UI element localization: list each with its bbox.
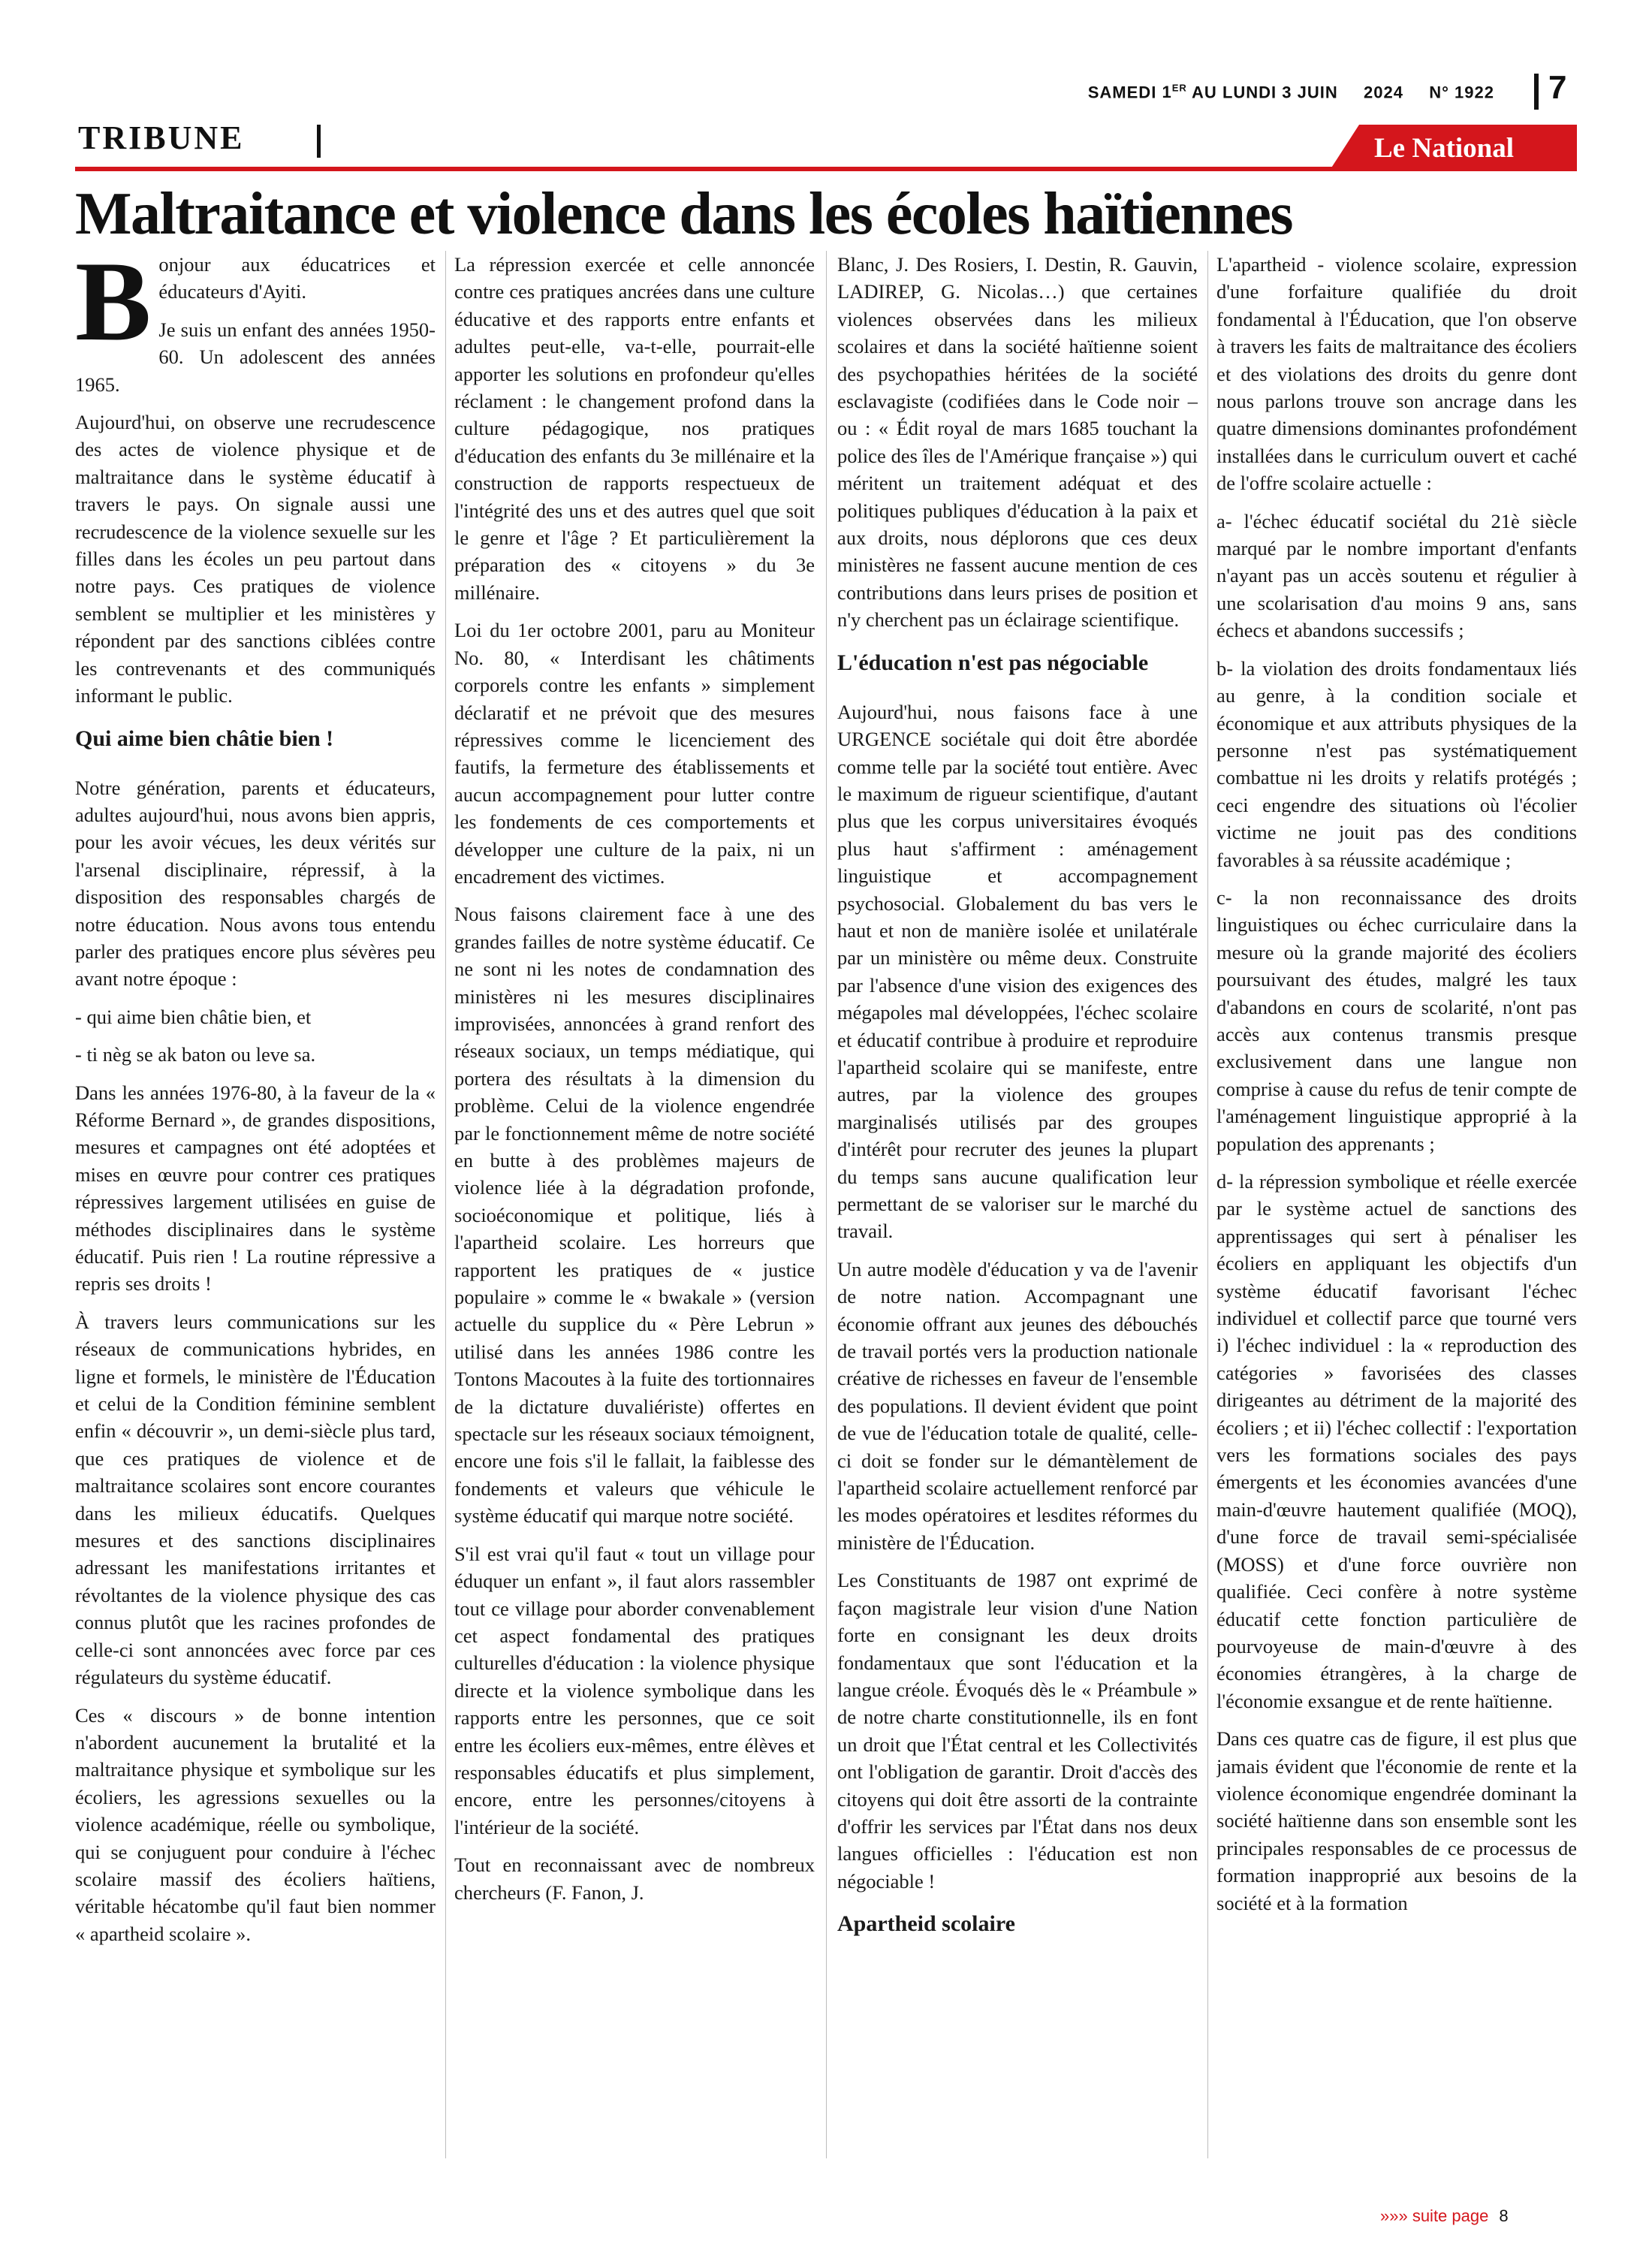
continued-label: »»» suite page — [1380, 2206, 1489, 2225]
page-number-divider — [1534, 74, 1539, 110]
paragraph: Nous faisons clairement face à une des grandes failles de notre système éducatif. Ce ne sont ni les notes de condamnation des ministères ni les mesures disciplinaires improvisées, annoncées à grand renfort des réseaux sociaux, un temps médiatique, qui portera des résultats à la dimension du problème. Celui de la violence engendrée par le fonctionnement même de notre société en butte à des problèmes majeurs de violence liée à la dégradation profonde, socioéconomique et politique, liés à l'apartheid scolaire. Les horreurs que rapportent les pratiques de « justice populaire » comme le « bwakale » (version actuelle du supplice du « Père Lebrun » utilisé dans les années 1986 contre les Tontons Macoutes à la fuite des tortionnaires de la dictature duvaliériste) offertes en spectacle sur les réseaux sociaux témoignent, encore une fois s'il le fallait, la faiblesse des fondements et valeurs que véhicule le système éducatif qui marque notre société. — [454, 903, 815, 1528]
paragraph: L'apartheid - violence scolaire, expression d'une forfaiture qualifiée du droit fondamental à l'Éducation, que l'on observe à travers les faits de maltraitance des écoliers et des violations des droits du genre dont nous parlons trouve son ancrage dans les quatre dimensions dominantes profondément installées dans le curriculum ouvert et caché de l'offre scolaire actuelle : — [1216, 253, 1577, 495]
article-column-3 — [837, 251, 1198, 2151]
paragraph: Aujourd'hui, nous faisons face à une URGENCE sociétale qui doit être abordée comme telle par la société tout entière. Avec le maximum de rigueur scientifique, d'autant plus que les corpus universitaires évoqués plus haut s'affirment : aménagement linguistique et accompagnement psychosocial. Globalement du bas vers le haut et non de manière isolée et unilatérale par un ministère ou même deux. Construite par l'absence d'une vision des exigences des mégapoles mal développées, l'échec scolaire et éducatif contribue à produire et reproduire l'apartheid scolaire qui se manifeste, entre autres, par la violence des groupes marginalisés utilisés par des groupes d'intérêt pour recruter des jeunes la plupart du temps sans aucune qualification leur permettant de se valoriser sur le marché du travail. — [837, 700, 1198, 1243]
date-month: JUIN — [1297, 83, 1338, 102]
section-label: TRIBUNE — [78, 119, 245, 156]
subheading: Apartheid scolaire — [837, 1911, 1015, 1937]
paragraph: S'il est vrai qu'il faut « tout un village pour éduquer un enfant », il faut alors rassembler tout ce village pour aborder convenablement cet aspect fondamental des pratiques culturelles d'éducation : la violence physique directe et la violence symbolique dans les rapports entre les personnes, que ce soit entre les écoliers eux-mêmes, entre élèves et responsables éducatifs et plus simplement, encore, entre les personnes/citoyens à l'intérieur de la société. — [454, 1542, 815, 1838]
paragraph: Ces « discours » de bonne intention n'abordent aucunement la brutalité et la maltraitance physique et symbolique sur les écoliers, les agressions sexuelles ou la violence académique, réelle ou symbolique, qui se conjuguent pour conduire à l'échec scolaire massif des écoliers haïtiens, véritable hécatombe qu'il faut bien nommer « apartheid scolaire ». — [75, 1703, 436, 1945]
subheading: Qui aime bien châtie bien ! — [75, 725, 334, 751]
date-day2-num: 3 — [1282, 83, 1292, 102]
paragraph: Bonjour aux éducatrices et éducateurs d'Ayiti. — [75, 251, 436, 364]
section-divider — [317, 125, 321, 158]
paragraph: Loi du 1er octobre 2001, paru au Moniteur No. 80, « Interdisant les châtiments corporels contre les enfants » simplement déclaratif et ne prévoit que des mesures répressives comme le licenciement des fautifs, la fermeture des établissements et aucun accompagnement pour lutter contre les fondements de ces comportements et développer une culture de la paix, ni un encadrement des victimes. — [454, 619, 815, 888]
article-column-2 — [454, 251, 815, 2151]
date-day2: LUNDI — [1222, 83, 1277, 102]
column-divider — [1207, 251, 1208, 2158]
column-divider — [445, 251, 446, 2158]
paragraph: Tout en reconnaissant avec de nombreux chercheurs (F. Fanon, J. — [454, 1853, 815, 1904]
paragraph: Dans ces quatre cas de figure, il est plus que jamais évident que l'économie de rente et la violence économique engendrée dominant la société haïtienne dans son ensemble sont les principales responsables de ce processus de formation inapproprié aux besoins de la société et à la formation — [1216, 1727, 1577, 1914]
paragraph: Les Constituants de 1987 ont exprimé de façon magistrale leur vision d'une Nation forte en consignant les deux droits fondamentaux que sont l'éducation et la langue créole. Évoqués dès le « Préambule » de notre charte constitutionnelle, ils en font un droit que l'État central et les Collectivités ont l'obligation de garantir. Droit d'accès des citoyens qui doit être assorti de la contrainte d'offrir les services par l'État dans nos deux langues officielles : l'éducation est non négociable ! — [837, 1569, 1198, 1893]
article-column-1 — [75, 251, 436, 2151]
paragraph: d- la répression symbolique et réelle exercée par le système actuel de sanctions des apprentissages qui sert à pénaliser les écoliers en appliquant les objectifs d'un système éducatif favorisant l'échec individuel et collectif parce que tourné vers i) l'échec individuel : la « reproduction des catégories » favorisées des classes dirigeantes au détriment de la majorité des écoliers ; et ii) l'échec collectif : l'exportation vers les formations sociales des pays émergents et les économies avancées d'une main-d'œuvre hautement qualifiée (MOQ), d'une force de travail semi-spécialisée (MOSS) et d'une force ouvrière non qualifiée. Ceci confère à notre système éducatif cette fonction particulière de pourvoyeuse de main-d'œuvre à des économies étrangères, à la charge de l'économie exsangue et de rente haïtienne. — [1216, 1170, 1577, 1712]
paragraph: b- la violation des droits fondamentaux liés au genre, à la condition sociale et économique et aux attributs physiques de la personne n'est pas systématiquement combattue ni les droits y relatifs protégés ; ceci engendre des situations où l'écolier victime ne jouit pas des conditions favorables à sa réussite académique ; — [1216, 656, 1577, 871]
issue-date — [1088, 83, 1494, 102]
date-day: SAMEDI — [1087, 83, 1157, 102]
paragraph: Dans les années 1976-80, à la faveur de la « Réforme Bernard », de grandes dispositions, mesures et campagnes ont été adoptées et mises en œuvre pour contrer ces pratiques répressives largement utilisées en guise de méthodes disciplinaires dans le système éducatif. Puis rien ! La routine répressive a repris ses droits ! — [75, 1081, 436, 1295]
article-column-4 — [1216, 251, 1577, 2151]
date-to: AU — [1192, 83, 1217, 102]
issue-number: N° 1922 — [1429, 83, 1494, 102]
article-title: Maltraitance et violence dans les écoles haïtiennes — [75, 181, 1292, 247]
paragraph: À travers leurs communications sur les réseaux de communications hybrides, en ligne et formels, le ministère de l'Éducation et celui de la Condition féminine semblent enfin « découvrir », un demi-siècle plus tard, que ces pratiques de violence et de maltraitance scolaires sont encore courantes dans les milieux éducatifs. Quelques mesures et des sanctions disciplinaires adressant les manifestations irritantes et révoltantes de la violence physique des cas connus plutôt que les racines profondes de celle-ci sont annoncées avec force par ces régulateurs du système éducatif. — [75, 1310, 436, 1689]
continued-page: 8 — [1499, 2206, 1509, 2225]
page-number: 7 — [1548, 69, 1567, 106]
paragraph: Blanc, J. Des Rosiers, I. Destin, R. Gauvin, LADIREP, G. Nicolas…) que certaines violences observées dans les milieux scolaires et dans la société haïtienne soient des psychopathies héritées de la société esclavagiste (codifiées dans le Code noir – ou : « Édit royal de mars 1685 touchant la police des îles de l'Amérique française ») qui méritent un traitement adéquat et des politiques publiques d'éducation à la paix et aux droits, nous déplorons que ces deux ministères ne fassent aucune mention de ces contributions dans leurs prises de position et n'y cherchent pas un éclairage scientifique. — [837, 253, 1198, 632]
column-divider — [826, 251, 827, 2158]
paragraph: Un autre modèle d'éducation y va de l'avenir de notre nation. Accompagnant une économie offrant aux jeunes des débouchés de travail portés vers la production nationale créative de richesses en faveur de l'ensemble des populations. Il devient évident que point de vue de l'éducation totale de qualité, celle-ci doit se fonder sur le démantèlement de l'apartheid scolaire actuellement renforcé par les modes opératoires et lesdites réformes du ministère de l'Éducation. — [837, 1257, 1198, 1554]
dropcap: B — [75, 251, 152, 364]
paragraph: c- la non reconnaissance des droits linguistiques ou échec curriculaire dans la mesure où la grande majorité des écoliers poursuivant des études, malgré les taux d'abandons en cours de scolarité, n'ont pas accès aux contenus transmis presque exclusivement dans une langue non comprise à cause du refus de tenir compte de l'aménagement linguistique approprié à la population des apprenants ; — [1216, 885, 1577, 1155]
date-day-num: 1ER — [1162, 83, 1187, 102]
paragraph: a- l'échec éducatif sociétal du 21è siècle marqué par le nombre important d'enfants n'ayant pas un accès soutenu et régulier à une scolarisation d'au moins 9 ans, sans échecs et abandons successifs ; — [1216, 509, 1577, 642]
date-year: 2024 — [1364, 83, 1403, 102]
continued-link[interactable] — [1380, 2206, 1509, 2226]
paragraph: Aujourd'hui, on observe une recrudescence des actes de violence physique et de maltraitance dans le système éducatif à travers le pays. On signale aussi une recrudescence de la violence sexuelle sur les filles dans les écoles un peu partout dans notre pays. Ces pratiques de violence semblent se multiplier et les ministères y répondent par des sanctions ciblées contre les contrevenants et des communiqués informant le public. — [75, 411, 436, 707]
brand-name: Le National — [1374, 133, 1515, 164]
paragraph: - qui aime bien châtie bien, et — [75, 1005, 312, 1028]
paragraph: Notre génération, parents et éducateurs, adultes aujourd'hui, nous avons bien appris, pour les avoir vécues, les deux vérités sur l'arsenal disciplinaire, répressif, à la disposition des responsables chargés de notre éducation. Nous avons tous entendu parler des pratiques encore plus sévères peu avant notre époque : — [75, 776, 436, 991]
paragraph: - ti nèg se ak baton ou leve sa. — [75, 1043, 316, 1066]
paragraph: Je suis un enfant des années 1950-60. Un adolescent des années 1965. — [75, 318, 436, 396]
paragraph: La répression exercée et celle annoncée contre ces pratiques ancrées dans une culture éducative et des rapports entre enfants et adultes peut-elle, va-t-elle, pourrait-elle apporter les solutions en profondeur qu'elles réclament : le changement profond dans la culture pédagogique, nos pratiques d'éducation des enfants du 3e millénaire et la construction de rapports respectueux de l'intégrité des uns et des autres quel que soit le genre et l'âge ? Et particulièrement la préparation des « citoyens » du 3e millénaire. — [454, 253, 815, 604]
subheading: L'éducation n'est pas négociable — [837, 650, 1149, 675]
